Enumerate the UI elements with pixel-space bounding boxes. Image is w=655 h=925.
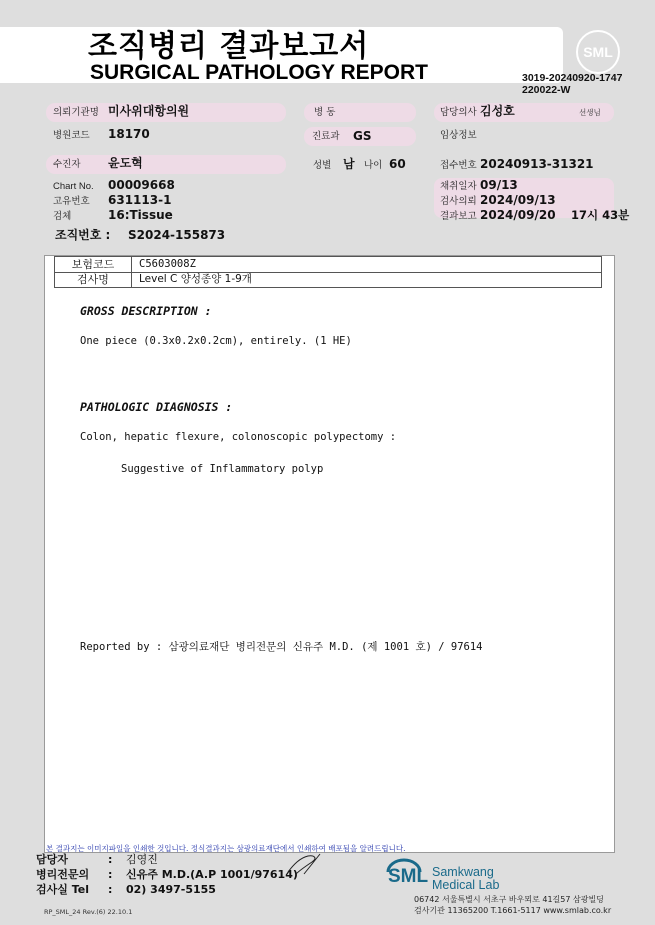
pathologist-label: 병리전문의 bbox=[36, 868, 90, 881]
test-name-label: 검사명 bbox=[55, 272, 132, 287]
gross-description-text: One piece (0.3x0.2x0.2cm), entirely. (1 HE) bbox=[80, 335, 352, 347]
tissue-no-label: 조직번호 : bbox=[55, 228, 111, 242]
report-code bbox=[522, 72, 622, 96]
dept-label: 진료과 bbox=[312, 131, 340, 142]
doctor-value: 김성호 bbox=[480, 104, 515, 118]
lab-tel-label: 검사실 Tel bbox=[36, 883, 89, 896]
reported-by-text: Reported by : 삼광의료재단 병리전문의 신유주 M.D. (제 1001 호) / 97614 bbox=[80, 641, 483, 653]
lab-name bbox=[432, 866, 499, 892]
doctor-label: 담당의사 bbox=[440, 107, 477, 118]
receipt-value: 20240913-31321 bbox=[480, 157, 594, 171]
report-title-korean: 조직병리 결과보고서 bbox=[88, 29, 370, 64]
lab-address-line: 06742 서울특별시 서초구 바우뫼로 41길57 삼광빌딩 bbox=[414, 895, 604, 904]
patient-field bbox=[46, 155, 286, 174]
ward-label: 병 동 bbox=[314, 107, 336, 118]
collect-date-value: 09/13 bbox=[480, 178, 518, 192]
pathologist-colon: : bbox=[108, 868, 113, 881]
diagnosis-site-text: Colon, hepatic flexure, colonoscopic polypectomy : bbox=[80, 431, 397, 443]
test-name-value: Level C 양성종양 1-9개 bbox=[139, 273, 252, 285]
staff-colon: : bbox=[108, 853, 113, 866]
clinical-info-label: 임상정보 bbox=[440, 130, 477, 141]
hospital-code-label: 병원코드 bbox=[53, 130, 90, 141]
dept-value: GS bbox=[353, 129, 372, 143]
receipt-label: 접수번호 bbox=[440, 160, 477, 171]
age-label: 나이 bbox=[364, 160, 383, 171]
diagnosis-result-text: Suggestive of Inflammatory polyp bbox=[121, 463, 324, 475]
lab-agency-line: 검사기관 11365200 T.1661-5117 www.smlab.co.kr bbox=[414, 906, 612, 915]
sml-logo-text: SML bbox=[388, 866, 429, 887]
chart-no-value: 00009668 bbox=[108, 178, 175, 192]
lab-tel-colon: : bbox=[108, 883, 113, 896]
form-code: RP_SML_24 Rev.(6) 22.10.1 bbox=[44, 908, 133, 916]
lab-name-line1: Samkwang bbox=[432, 865, 494, 879]
test-name-row bbox=[55, 272, 601, 287]
age-value: 60 bbox=[389, 157, 406, 171]
result-date-label: 결과보고 bbox=[440, 211, 477, 222]
unique-no-value: 631113-1 bbox=[108, 193, 172, 207]
sex-label: 성별 bbox=[313, 160, 332, 171]
institution-value: 미사위대항의원 bbox=[108, 104, 190, 118]
report-code-line2: 220022-W bbox=[522, 84, 571, 96]
patient-label: 수진자 bbox=[53, 159, 81, 170]
pathologist-value: 신유주 M.D.(A.P 1001/97614) bbox=[126, 868, 298, 881]
specimen-label: 검체 bbox=[53, 211, 72, 222]
insurance-code-value: C5603008Z bbox=[139, 258, 196, 270]
chart-no-label: Chart No. bbox=[53, 181, 94, 192]
collect-date-label: 채취일자 bbox=[440, 181, 477, 192]
report-title-english: SURGICAL PATHOLOGY REPORT bbox=[90, 61, 428, 84]
insurance-row bbox=[55, 257, 601, 273]
report-code-line1: 3019-20240920-1747 bbox=[522, 72, 623, 84]
sml-logo: SML bbox=[576, 30, 620, 74]
gross-description-title: GROSS DESCRIPTION : bbox=[80, 304, 212, 318]
pathologic-diagnosis-title: PATHOLOGIC DIAGNOSIS : bbox=[80, 400, 233, 414]
insurance-code-label: 보험코드 bbox=[55, 257, 132, 272]
code-table bbox=[54, 256, 602, 288]
print-notice: 본 결과지는 이미지파일을 인쇄한 것입니다. 정식결과지는 삼광의료재단에서 인쇄하여 배포됨을 알려드립니다. bbox=[46, 844, 406, 853]
result-date-value: 2024/09/20 bbox=[480, 208, 556, 222]
patient-value: 윤도혁 bbox=[108, 156, 143, 170]
signature-image bbox=[284, 852, 324, 878]
staff-label: 담당자 bbox=[36, 853, 68, 866]
staff-value: 김영진 bbox=[126, 853, 158, 866]
specimen-value: 16:Tissue bbox=[108, 208, 173, 222]
sex-value: 남 bbox=[343, 157, 355, 171]
institution-label: 의뢰기관명 bbox=[53, 107, 99, 118]
tissue-no-value: S2024-155873 bbox=[128, 228, 226, 242]
doctor-suffix: 선생님 bbox=[579, 108, 601, 117]
unique-no-label: 고유번호 bbox=[53, 196, 90, 207]
request-date-value: 2024/09/13 bbox=[480, 193, 556, 207]
hospital-code-value: 18170 bbox=[108, 127, 150, 141]
request-date-label: 검사의뢰 bbox=[440, 196, 477, 207]
lab-tel-value: 02) 3497-5155 bbox=[126, 883, 216, 896]
result-time-value: 17시 43분 bbox=[571, 208, 630, 222]
lab-name-line2: Medical Lab bbox=[432, 878, 500, 892]
lab-address bbox=[414, 894, 611, 916]
